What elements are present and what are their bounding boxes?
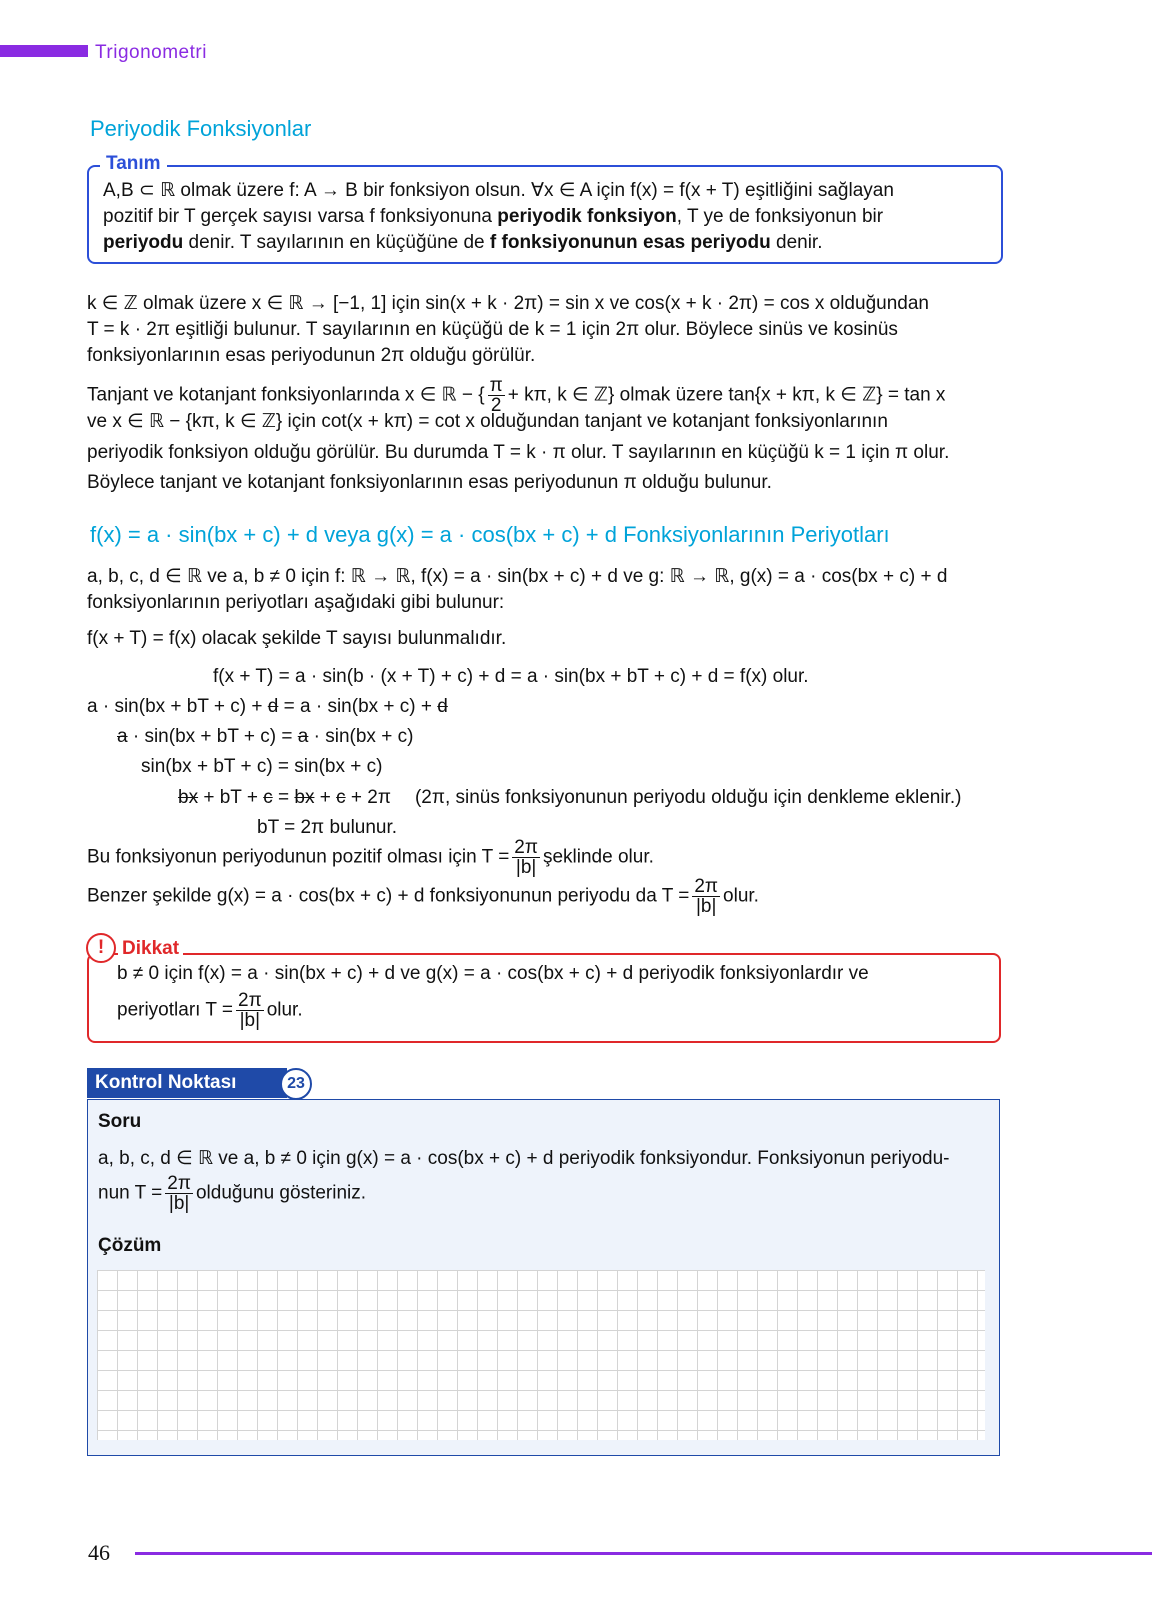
section-title: Trigonometri [95,42,207,63]
cancelled-c: c [263,787,273,808]
solution-grid[interactable] [97,1270,985,1440]
derivation-note: (2π, sinüs fonksiyonunun periyodu olduğu için denkleme eklenir.) [414,787,962,808]
solution-label: Çözüm [98,1235,162,1256]
paragraph-1-line-2: T = k · 2π eşitliği bulunur. T sayılarının en küçüğü de k = 1 için 2π olur. Böylece sinüs ve kosinüs [87,319,898,340]
derivation-line-5: bx + bT + c = bx + c + 2π (2π, sinüs fonksiyonunun periyodu olduğu için denkleme eklenir.) [178,787,962,808]
paragraph-2-line-4: Böylece tanjant ve kotanjant fonksiyonlarının esas periyodunun π olduğu bulunur. [87,472,772,493]
cancelled-d: d [437,696,448,717]
derivation-line-2: a · sin(bx + bT + c) + d = a · sin(bx + c) + d [87,696,448,717]
cancelled-a: a [297,726,309,747]
warning-line-2: periyotları T = $\frac{2\pi}{|b|}$ olur. [117,990,303,1031]
exclamation-icon: ! [86,933,116,963]
paragraph-3-line-1: a, b, c, d ∈ ℝ ve a, b ≠ 0 için f: ℝ → ℝ, f(x) = a · sin(bx + c) + d ve g: ℝ → ℝ, g(x) = a · cos(bx + c) + d [87,566,948,587]
page-title: Periyodik Fonksiyonlar [90,116,312,141]
derivation-line-7: Bu fonksiyonun periyodunun pozitif olması için T = $\frac{2\pi}{|b|}$ şeklinde olur. [87,837,654,878]
fraction-2pi-over-b: $\frac{2\pi}{|b|}$ [514,837,538,878]
derivation-line-4: sin(bx + bT + c) = sin(bx + c) [141,756,383,777]
paragraph-1-line-3: fonksiyonlarının esas periyodunun 2π olduğu görülür. [87,345,536,366]
control-point-header: Kontrol Noktası [87,1068,287,1098]
question-label: Soru [98,1111,142,1132]
fraction-2pi-over-b: $\frac{2\pi}{|b|}$ [167,1173,191,1214]
definition-line-2: pozitif bir T gerçek sayısı varsa f fonksiyonuna periyodik fonksiyon, T ye de fonksiyonun bir [103,206,884,227]
derivation-line-3: a · sin(bx + bT + c) = a · sin(bx + c) [117,726,414,747]
footer-accent-line [135,1552,1152,1555]
paragraph-2-line-2: ve x ∈ ℝ − {kπ, k ∈ ℤ} için cot(x + kπ) = cot x olduğundan tanjant ve kotanjant fonksiyonlarının [87,411,888,432]
definition-line-1: A,B ⊂ ℝ olmak üzere f: A → B bir fonksiyon olsun. ∀x ∈ A için f(x) = f(x + T) eşitliğini sağlayan [103,180,894,201]
fraction-pi-over-2: $\frac{\pi}{2}$ [489,375,503,416]
cancelled-d: d [267,696,279,717]
fraction-2pi-over-b: $\frac{2\pi}{|b|}$ [238,990,262,1031]
warning-label: Dikkat [118,938,183,960]
page-number: 46 [88,1540,110,1565]
question-line-2: nun T = $\frac{2\pi}{|b|}$ olduğunu gösteriniz. [98,1173,367,1214]
paragraph-3-line-2: fonksiyonlarının periyotları aşağıdaki gibi bulunur: [87,592,505,613]
question-line-1: a, b, c, d ∈ ℝ ve a, b ≠ 0 için g(x) = a · cos(bx + c) + d periyodik fonksiyondur. Fonksiyonun periyodu- [98,1148,950,1169]
definition-label: Tanım [100,153,167,175]
derivation-line-8: Benzer şekilde g(x) = a · cos(bx + c) + d fonksiyonunun periyodu da T = $\frac{2\pi}{|b|}$ olur. [87,876,759,917]
cancelled-c: c [336,787,346,808]
paragraph-1-line-1: k ∈ ℤ olmak üzere x ∈ ℝ → [−1, 1] için sin(x + k · 2π) = sin x ve cos(x + k · 2π) = cos x olduğundan [87,293,929,314]
cancelled-bx: bx [178,787,199,808]
derivation-line-1: f(x + T) = a · sin(b · (x + T) + c) + d = a · sin(bx + bT + c) + d = f(x) olur. [213,666,809,687]
control-point-number: 23 [280,1068,312,1100]
cancelled-bx: bx [294,787,315,808]
warning-line-1: b ≠ 0 için f(x) = a · sin(bx + c) + d ve g(x) = a · cos(bx + c) + d periyodik fonksiyonlardır ve [117,963,869,984]
paragraph-2-line-3: periyodik fonksiyon olduğu görülür. Bu durumda T = k · π olur. T sayılarının en küçüğü k = 1 için π olur. [87,442,950,463]
section-heading: f(x) = a · sin(bx + c) + d veya g(x) = a · cos(bx + c) + d Fonksiyonlarının Periyotları [90,522,890,547]
paragraph-2-line-1: Tanjant ve kotanjant fonksiyonlarında x ∈ ℝ − { $\frac{\pi}{2}$ + kπ, k ∈ ℤ} olmak üzere tan{x + kπ, k ∈ ℤ} = tan x [87,375,946,416]
header-accent-bar [0,45,88,57]
definition-line-3: periyodu denir. T sayılarının en küçüğüne de f fonksiyonunun esas periyodu denir. [103,232,823,253]
paragraph-3-line-3: f(x + T) = f(x) olacak şekilde T sayısı bulunmalıdır. [87,628,507,649]
cancelled-a: a [117,726,128,747]
fraction-2pi-over-b: $\frac{2\pi}{|b|}$ [694,876,719,917]
derivation-line-6: bT = 2π bulunur. [257,817,398,838]
